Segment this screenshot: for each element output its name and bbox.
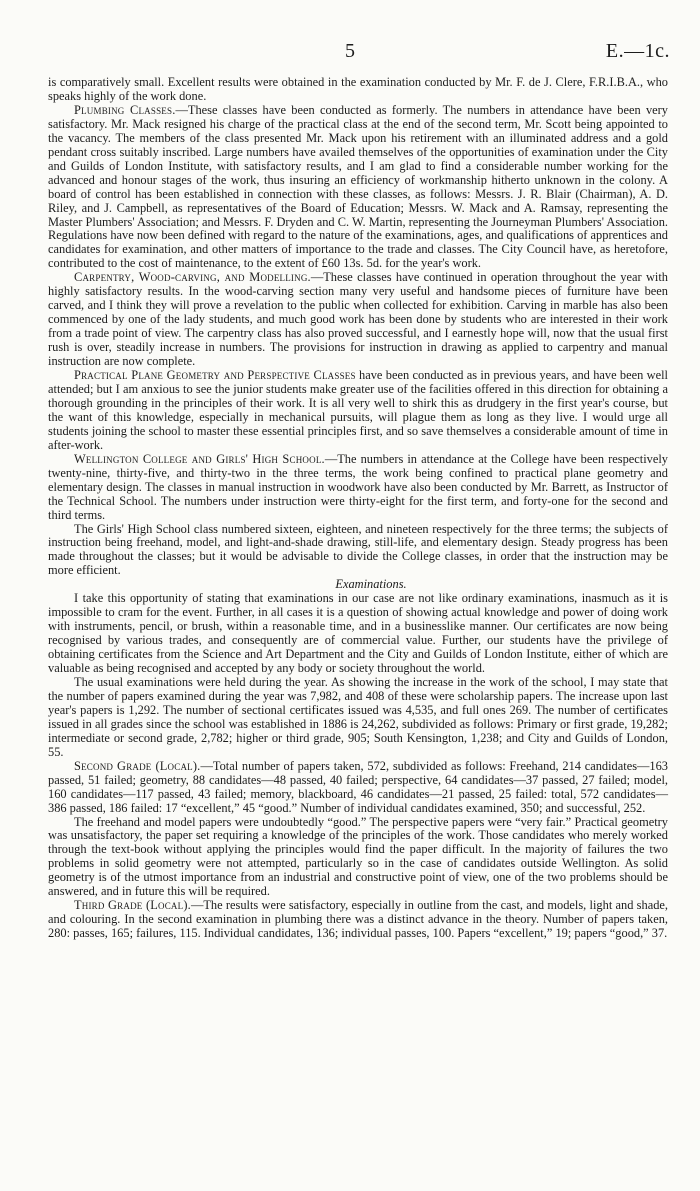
paragraph-text: —The results were satisfactory, especially in outline from the cast, and models, light and shade, and colouring. In the second examination in plumbing there was a distinct advance in the theory. Number of papers taken, 280: passes, 165; failures, 115. Individual candidates, 136; individual passes, 100. Papers “excellent,” 19; papers “good,” 37. <box>48 898 668 941</box>
section-reference: E.—1c. <box>605 40 670 62</box>
document-body <box>48 76 668 941</box>
page-number: 5 <box>345 40 355 62</box>
run-in-heading: Second Grade (Local). <box>74 758 201 773</box>
paragraph-geometry <box>48 369 668 453</box>
run-in-heading: Plumbing Classes. <box>74 102 176 117</box>
paragraph-wellington-college <box>48 453 668 523</box>
paragraph-text: —These classes have been conducted as formerly. The numbers in attendance have been very satisfactory. Mr. Mack resigned his charge of the practical class at the end of the second term, Mr. Scott being appointed to the vacancy. The members of the class presented Mr. Mack upon his retirement with an illuminated address and a gold pendant cross suitably inscribed. Large numbers have availed themselves of the opportunities of examination under the City and Guilds of London Institute, with satisfactory results, and I am glad to find a considerable number working for the advanced and honour stages of the work, thus insuring an efficiency of workmanship hitherto unknown in the colony. A board of control has been established in connection with these classes, as follows: Messrs. J. R. Blair (Chairman), A. D. Riley, and J. Campbell, as representatives of the Board of Education; Messrs. W. Mack and A. Ramsay, representing the Master Plumbers' Association; and Messrs. F. Dryden and C. W. Martin, representing the Journeyman Plumbers' Association. Regulations have now been defined with regard to the nature of the examinations, ages, and qualifications of apprentices and candidates for examination, and other matters of importance to the trade and classes. The City Council have, as heretofore, contributed to the cost of maintenance, to the extent of £60 13s. 5d. for the year's work. <box>48 102 668 271</box>
run-in-heading: Practical Plane Geometry and Perspective Classes <box>74 368 356 383</box>
paragraph-third-grade <box>48 899 668 941</box>
run-in-heading: Third Grade (Local). <box>74 898 191 913</box>
run-in-heading: Carpentry, Wood-carving, and Modelling. <box>74 270 311 285</box>
paragraph-continued: is comparatively small. Excellent results were obtained in the examination conducted by Mr. F. de J. Clere, F.R.I.B.A., who speaks highly of the work done. <box>48 75 668 103</box>
paragraph-carpentry <box>48 271 668 369</box>
paragraph-examinations-intro: I take this opportunity of stating that examinations in our case are not like ordinary examinations, inasmuch as it is impossible to cram for the event. Further, in all cases it is a question of showing actual knowledge and power of doing work with instruments, pencil, or brush, within a reasonable time, and in a businesslike manner. Our certificates are now being recognised by various trades, and consequently are of commercial value. Further, our students have the privilege of obtaining certificates from the Science and Art Department and the City and Guilds of London Institute, either of which are valuable as being recognised and accepted by any body or society throughout the world. <box>48 591 668 676</box>
page-header <box>0 40 700 68</box>
paragraph-text: —The numbers in attendance at the College have been respectively twenty-nine, thirty-five, and thirty-two in the three terms, the work being confined to practical plane geometry and elementary design. The classes in manual instruction in woodwork have also been conducted by Mr. Barrett, as Instructor of the Technical School. The numbers under instruction were thirty-eight for the first term, and forty-one for the second and third terms. <box>48 451 668 522</box>
paragraph-text: —These classes have continued in operation throughout the year with highly satisfactory results. In the wood-carving section many very useful and handsome pieces of furniture have been carved, and I think they will prove a revelation to the public when collected for exhibition. Carving in marble has also been commenced by one of the lady students, and much good work has been done by students who are interested in their work from a trade point of view. The carpentry class has also proved successful, and I earnestly hope will, now that the usual first rush is over, steadily increase in numbers. The provisions for instruction in drawing as applied to carpentry and manual instruction are now complete. <box>48 270 668 369</box>
paragraph-text: —Total number of papers taken, 572, subdivided as follows: Freehand, 214 candidates—163 passed, 51 failed; geometry, 88 candidates—48 passed, 40 failed; perspective, 64 candidates—37 passed, 27 failed; model, 160 candidates—117 passed, 43 failed; memory, blackboard, 46 candidates—21 passed, 25 failed: total, 572 candidates—386 passed, 186 failed: 17 “excellent,” 45 “good.” Number of individual candidates examined, 350; and successful, 252. <box>48 758 668 815</box>
paragraph-text: have been conducted as in previous years, and have been well attended; but I am anxious to see the junior students make greater use of the facilities offered in this direction for obtaining a thorough grounding in the principles of their work. It is all very well to shirk this as drudgery in the first year's course, but the want of this knowledge, especially in mechanical pursuits, will plague them as long as they live. I would urge all students joining the school to master these essential principles first, and so save themselves a considerable amount of time in after-work. <box>48 368 668 452</box>
paragraph-girls-high-school: The Girls' High School class numbered sixteen, eighteen, and nineteen respectively for the three terms; the subjects of instruction being freehand, model, and light-and-shade drawing, still-life, and elementary design. Steady progress has been made throughout the classes; but it would be advisable to divide the College classes, in order that the instruction may be more efficient. <box>48 521 668 578</box>
paragraph-plumbing-classes <box>48 104 668 271</box>
paragraph-usual-examinations: The usual examinations were held during the year. As showing the increase in the work of the school, I may state that the number of papers examined during the year was 7,982, and 408 of these were scholarship papers. The increase upon last year's papers is 1,292. The number of sectional certificates issued was 4,535, and full ones 269. The number of certificates issued in all grades since the school was established in 1886 is 24,262, subdivided as follows: Primary or first grade, 19,282; intermediate or second grade, 2,782; higher or third grade, 905; South Kensington, 1,238; and City and Guilds of London, 55. <box>48 674 668 759</box>
section-heading-examinations: Examinations. <box>335 577 407 592</box>
run-in-heading: Wellington College and Girls' High School. <box>74 451 325 466</box>
paragraph-second-grade <box>48 760 668 816</box>
paragraph-freehand-model: The freehand and model papers were undoubtedly “good.” The perspective papers were “very fair.” Practical geometry was unsatisfactory, the paper set requiring a knowledge of the principles of the work. Those candidates who merely worked through the text-book without applying the principles would find the paper difficult. In the majority of failures the two problems in solid geometry were not attempted, particularly so in the case of candidates outside Wellington. As solid geometry is of the utmost importance from an industrial and constructive point of view, one of the two problems should be answered, and in future this will be required. <box>48 814 668 899</box>
